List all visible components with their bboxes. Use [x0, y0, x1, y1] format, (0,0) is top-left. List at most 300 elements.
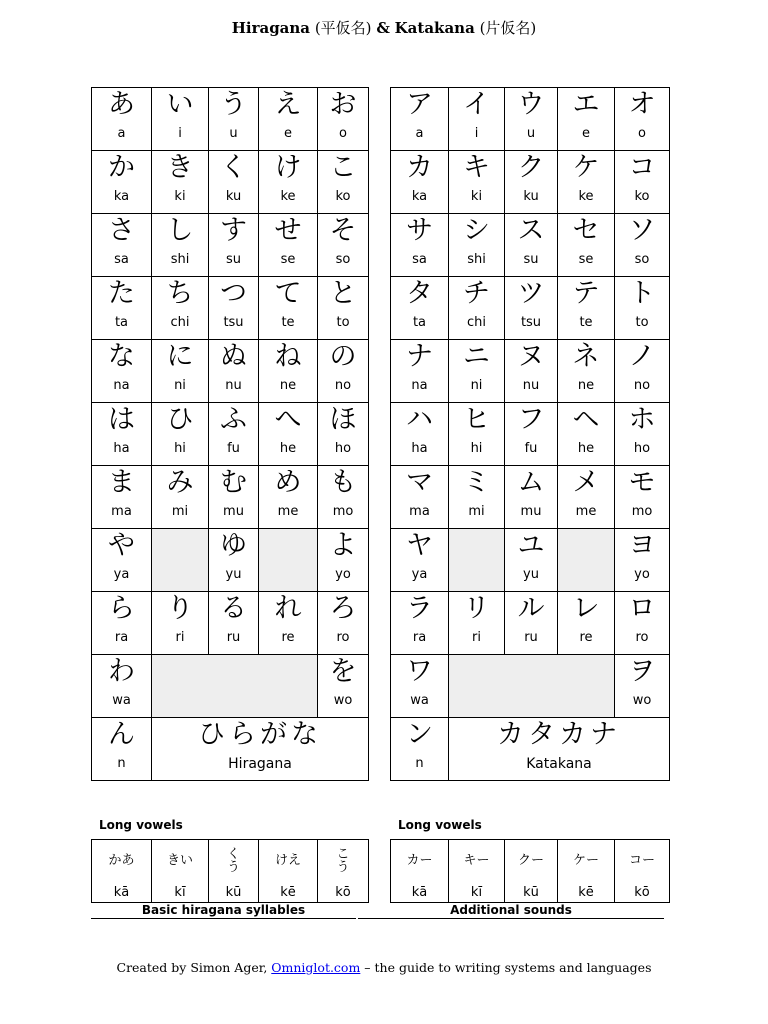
romaji-label: hi [470, 441, 483, 456]
kana-row [92, 529, 369, 592]
kana-row [391, 277, 670, 340]
kana-cell [209, 151, 259, 214]
katakana-long-vowels-label: Long vowels [398, 818, 482, 832]
kana-character: ヨ [628, 530, 656, 561]
long-vowel-kana: きい [166, 853, 193, 868]
romaji-label: shi [467, 252, 486, 267]
kana-cell [505, 592, 558, 655]
romaji-label: ke [280, 189, 296, 204]
romaji-label: ma [111, 504, 132, 519]
long-vowel-romaji: kō [335, 885, 351, 900]
kana-cell [92, 277, 152, 340]
long-vowel-romaji: kē [280, 885, 296, 900]
kana-character: ン [406, 719, 433, 750]
romaji-label: su [523, 252, 539, 267]
romaji-label: ha [113, 441, 130, 456]
kana-cell [318, 340, 369, 403]
romaji-label: yo [335, 567, 351, 582]
romaji-label: to [635, 315, 649, 330]
kana-cell [209, 277, 259, 340]
empty-cell [449, 529, 505, 592]
kana-character: は [108, 404, 135, 435]
page-title [0, 17, 768, 38]
romaji-label: he [279, 441, 297, 456]
kana-cell [259, 277, 318, 340]
kana-cell [505, 529, 558, 592]
script-name-cell [449, 718, 670, 781]
kana-character: こ [329, 152, 357, 183]
kana-character: わ [108, 656, 135, 687]
title-katakana: Katakana [394, 19, 475, 37]
romaji-label: to [336, 315, 350, 330]
script-name-romaji: Hiragana [228, 756, 292, 772]
romaji-label: ma [409, 504, 430, 519]
kana-character: り [166, 593, 194, 624]
romaji-label: ke [578, 189, 594, 204]
title-ampersand: & [376, 19, 390, 37]
empty-cell [558, 529, 615, 592]
long-vowel-cell [615, 840, 670, 903]
romaji-label: sa [412, 252, 427, 267]
kana-row [92, 718, 369, 781]
romaji-label: re [579, 630, 593, 645]
kana-row [391, 529, 670, 592]
kana-cell [92, 592, 152, 655]
kana-cell [615, 403, 670, 466]
long-vowel-kana [209, 840, 258, 878]
kana-row [92, 403, 369, 466]
kana-character: ツ [517, 278, 545, 309]
kana-cell [505, 88, 558, 151]
katakana-long-vowels-table [390, 839, 670, 903]
long-vowel-romaji: kē [578, 885, 594, 900]
long-vowel-cell [259, 840, 318, 903]
kana-cell [615, 529, 670, 592]
empty-cell [259, 529, 318, 592]
kana-character: や [108, 530, 135, 561]
long-vowel-kana: コー [628, 853, 655, 868]
kana-character: サ [406, 215, 433, 246]
kana-cell [615, 88, 670, 151]
kana-cell [505, 277, 558, 340]
kana-character: ナ [406, 341, 433, 372]
long-vowel-cell [449, 840, 505, 903]
kana-cell [391, 655, 449, 718]
empty-cell [152, 529, 209, 592]
kana-row [391, 466, 670, 529]
kana-cell [449, 466, 505, 529]
long-vowel-row [92, 840, 369, 903]
kana-row [92, 340, 369, 403]
kana-cell [391, 466, 449, 529]
kana-row [92, 592, 369, 655]
romaji-label: wo [333, 693, 353, 708]
title-katakana-native: (片仮名) [479, 19, 537, 37]
kana-row [92, 151, 369, 214]
kana-cell [391, 214, 449, 277]
kana-character: の [329, 341, 357, 372]
kana-cell [558, 277, 615, 340]
kana-character: ん [108, 719, 135, 750]
kana-cell [209, 529, 259, 592]
kana-character: ろ [329, 593, 357, 624]
romaji-label: wa [112, 693, 131, 708]
kana-character: ヤ [406, 530, 433, 561]
kana-cell [318, 655, 369, 718]
kana-character: さ [108, 215, 135, 246]
kana-character: ネ [572, 341, 600, 372]
romaji-label: mo [631, 504, 653, 519]
kana-row [391, 718, 670, 781]
romaji-label: mi [468, 504, 485, 519]
romaji-label: no [633, 378, 651, 393]
footer-suffix: – the guide to writing systems and languages [360, 960, 652, 975]
kana-character: セ [572, 215, 600, 246]
kana-cell [259, 340, 318, 403]
romaji-label: ro [336, 630, 350, 645]
kana-character: カ [406, 152, 433, 183]
romaji-label: fu [524, 441, 538, 456]
kana-cell [259, 88, 318, 151]
kana-cell [152, 277, 209, 340]
kana-cell [391, 592, 449, 655]
romaji-label: ka [411, 189, 428, 204]
romaji-label: me [277, 504, 299, 519]
kana-cell [391, 277, 449, 340]
long-vowel-romaji: kā [113, 885, 130, 900]
long-vowel-romaji: kā [411, 885, 428, 900]
kana-character: え [274, 89, 302, 120]
kana-character: け [274, 152, 302, 183]
romaji-label: i [178, 126, 182, 141]
romaji-label: ta [114, 315, 129, 330]
long-vowel-cell [505, 840, 558, 903]
romaji-label: mo [332, 504, 354, 519]
kana-cell [391, 88, 449, 151]
kana-row [92, 277, 369, 340]
kana-character: ク [517, 152, 545, 183]
kana-character: ロ [628, 593, 656, 624]
kana-character: ち [166, 278, 194, 309]
hiragana-chart [91, 87, 369, 781]
kana-cell [209, 592, 259, 655]
kana-cell [209, 214, 259, 277]
omniglot-link[interactable]: Omniglot.com [271, 960, 361, 975]
kana-cell [318, 466, 369, 529]
romaji-label: no [334, 378, 352, 393]
kana-cell [259, 592, 318, 655]
kana-cell [505, 151, 558, 214]
romaji-label: ra [114, 630, 129, 645]
basic-syllables-caption: Basic hiragana syllables [91, 903, 356, 919]
kana-cell [449, 277, 505, 340]
kana-cell [259, 466, 318, 529]
kana-cell [318, 403, 369, 466]
romaji-label: e [582, 126, 590, 141]
romaji-label: ra [412, 630, 427, 645]
romaji-label: mu [223, 504, 244, 519]
romaji-label: ne [279, 378, 297, 393]
romaji-label: n [415, 756, 424, 771]
kana-character: テ [572, 278, 600, 309]
romaji-label: ku [225, 189, 242, 204]
romaji-label: ni [470, 378, 483, 393]
kana-cell [152, 466, 209, 529]
kana-character: す [220, 215, 247, 246]
romaji-label: ho [334, 441, 352, 456]
romaji-label: wa [410, 693, 429, 708]
kana-cell [505, 466, 558, 529]
kana-cell [449, 151, 505, 214]
kana-character: ス [517, 215, 545, 246]
kana-cell [152, 403, 209, 466]
kana-cell [92, 340, 152, 403]
kana-character: コ [628, 152, 656, 183]
long-vowel-cell [391, 840, 449, 903]
kana-cell [152, 88, 209, 151]
kana-cell [318, 277, 369, 340]
kana-character: ル [517, 593, 545, 624]
kana-character: キ [463, 152, 490, 183]
kana-character: ひ [166, 404, 194, 435]
kana-character: シ [463, 215, 490, 246]
romaji-label: ku [523, 189, 539, 204]
kana-cell [391, 403, 449, 466]
romaji-label: ru [226, 630, 241, 645]
kana-cell [391, 340, 449, 403]
hiragana-long-vowels-label: Long vowels [99, 818, 183, 832]
long-vowel-cell [92, 840, 152, 903]
kana-cell [449, 592, 505, 655]
kana-character: ら [108, 593, 135, 624]
kana-row [391, 88, 670, 151]
romaji-label: yo [634, 567, 650, 582]
long-vowel-romaji: kō [634, 885, 650, 900]
kana-row [391, 340, 670, 403]
romaji-label: so [335, 252, 351, 267]
empty-cell [449, 655, 615, 718]
kana-character: い [166, 89, 194, 120]
kana-cell [615, 277, 670, 340]
kana-row [391, 214, 670, 277]
long-vowel-romaji: kī [174, 885, 186, 900]
kana-cell [558, 340, 615, 403]
long-vowel-cell [318, 840, 369, 903]
romaji-label: ro [635, 630, 649, 645]
kana-character: せ [274, 215, 302, 246]
kana-character: チ [463, 278, 490, 309]
kana-character: ホ [628, 404, 656, 435]
title-hiragana: Hiragana [231, 19, 311, 37]
title-hiragana-native: (平仮名) [314, 19, 372, 37]
kana-character: エ [572, 89, 600, 120]
kana-cell [152, 214, 209, 277]
kana-cell [449, 340, 505, 403]
kana-row [92, 466, 369, 529]
romaji-label: nu [522, 378, 540, 393]
kana-cell [391, 151, 449, 214]
romaji-label: u [229, 126, 238, 141]
kana-cell [318, 88, 369, 151]
hiragana-long-vowels-table [91, 839, 369, 903]
kana-character: タ [406, 278, 433, 309]
kana-character: ね [274, 341, 302, 372]
kana-cell [92, 88, 152, 151]
kana-character: あ [108, 89, 135, 120]
kana-row [391, 592, 670, 655]
kana-character: う [220, 89, 247, 120]
kana-cell [558, 88, 615, 151]
kana-row [391, 403, 670, 466]
kana-cell [615, 340, 670, 403]
kana-cell [92, 529, 152, 592]
romaji-label: ki [470, 189, 483, 204]
romaji-label: su [225, 252, 241, 267]
romaji-label: na [113, 378, 130, 393]
kana-cell [615, 592, 670, 655]
romaji-label: re [281, 630, 295, 645]
kana-character: ニ [463, 341, 490, 372]
romaji-label: na [411, 378, 428, 393]
romaji-label: me [575, 504, 597, 519]
kana-character: み [166, 467, 194, 498]
kana-cell [449, 214, 505, 277]
romaji-label: sa [114, 252, 129, 267]
long-vowel-kana: けえ [274, 853, 301, 868]
kana-character: お [329, 89, 357, 120]
kana-cell [92, 466, 152, 529]
kana-row [391, 655, 670, 718]
kana-character: ぬ [220, 341, 247, 372]
romaji-label: a [117, 126, 126, 141]
romaji-label: yu [225, 567, 242, 582]
kana-character: リ [463, 593, 490, 624]
kana-character: く [220, 152, 247, 183]
romaji-label: fu [227, 441, 240, 456]
kana-character: ノ [628, 341, 656, 372]
kana-cell [318, 529, 369, 592]
long-vowel-kana: キー [463, 853, 490, 868]
kana-character: ウ [517, 89, 545, 120]
kana-character: ソ [628, 215, 656, 246]
kana-character: に [166, 341, 194, 372]
kana-character: イ [463, 89, 490, 120]
kana-cell [209, 340, 259, 403]
kana-character: ケ [572, 152, 600, 183]
kana-character: も [329, 467, 357, 498]
romaji-label: o [638, 126, 646, 141]
kana-character: レ [572, 593, 600, 624]
romaji-label: o [339, 126, 347, 141]
kana-cell [318, 214, 369, 277]
long-vowel-row [391, 840, 670, 903]
romaji-label: ko [634, 189, 650, 204]
romaji-label: e [284, 126, 292, 141]
script-name-kana: ひらがな [198, 719, 322, 750]
kana-row [391, 151, 670, 214]
kana-character: ア [406, 89, 433, 120]
romaji-label: he [577, 441, 595, 456]
kana-character: き [166, 152, 194, 183]
romaji-label: ha [411, 441, 428, 456]
romaji-label: n [117, 756, 126, 771]
kana-cell [152, 151, 209, 214]
kana-character: し [166, 215, 194, 246]
kana-character: モ [628, 467, 656, 498]
empty-cell [152, 655, 318, 718]
footer-credit [0, 960, 768, 975]
kana-character: る [220, 593, 247, 624]
romaji-label: ya [113, 567, 130, 582]
kana-character: ラ [406, 593, 433, 624]
romaji-label: yu [523, 567, 539, 582]
romaji-label: ko [335, 189, 351, 204]
kana-cell [92, 718, 152, 781]
kana-character: な [108, 341, 135, 372]
romaji-label: wo [632, 693, 652, 708]
kana-cell [505, 214, 558, 277]
long-vowel-romaji: kī [470, 885, 483, 900]
romaji-label: chi [170, 315, 190, 330]
kana-cell [558, 214, 615, 277]
kana-character: そ [329, 215, 357, 246]
kana-character: ト [628, 278, 656, 309]
long-vowel-cell [209, 840, 259, 903]
kana-character: ま [108, 467, 135, 498]
romaji-label: ki [174, 189, 186, 204]
kana-character: よ [329, 530, 357, 561]
long-vowel-kana: かあ [108, 853, 135, 868]
kana-row [92, 88, 369, 151]
script-name-romaji: Katakana [526, 756, 592, 772]
kana-character: へ [274, 404, 302, 435]
kana-row [92, 214, 369, 277]
romaji-label: mi [171, 504, 189, 519]
kana-cell [92, 403, 152, 466]
romaji-label: te [281, 315, 295, 330]
kana-character: つ [220, 278, 247, 309]
kana-cell [209, 403, 259, 466]
kana-character: ヌ [517, 341, 545, 372]
kana-cell [92, 655, 152, 718]
kana-character: た [108, 278, 135, 309]
kana-character: ふ [220, 404, 247, 435]
kana-cell [615, 655, 670, 718]
kana-character: ユ [517, 530, 545, 561]
kana-cell [318, 592, 369, 655]
kana-cell [318, 151, 369, 214]
kana-character: フ [517, 404, 545, 435]
kana-cell [505, 403, 558, 466]
long-vowel-kana-vertical: くう [226, 847, 240, 875]
kana-cell [558, 466, 615, 529]
kana-character: を [329, 656, 357, 687]
romaji-label: ya [411, 567, 428, 582]
kana-character: と [329, 278, 357, 309]
long-vowel-romaji: kū [225, 885, 242, 900]
romaji-label: ne [577, 378, 595, 393]
katakana-chart [390, 87, 670, 781]
kana-character: ヘ [572, 404, 600, 435]
kana-character: ヲ [628, 656, 656, 687]
long-vowel-kana: カー [406, 853, 433, 868]
kana-cell [391, 529, 449, 592]
romaji-label: i [474, 126, 479, 141]
long-vowel-romaji: kū [523, 885, 539, 900]
romaji-label: shi [170, 252, 190, 267]
romaji-label: ru [524, 630, 538, 645]
kana-cell [92, 214, 152, 277]
